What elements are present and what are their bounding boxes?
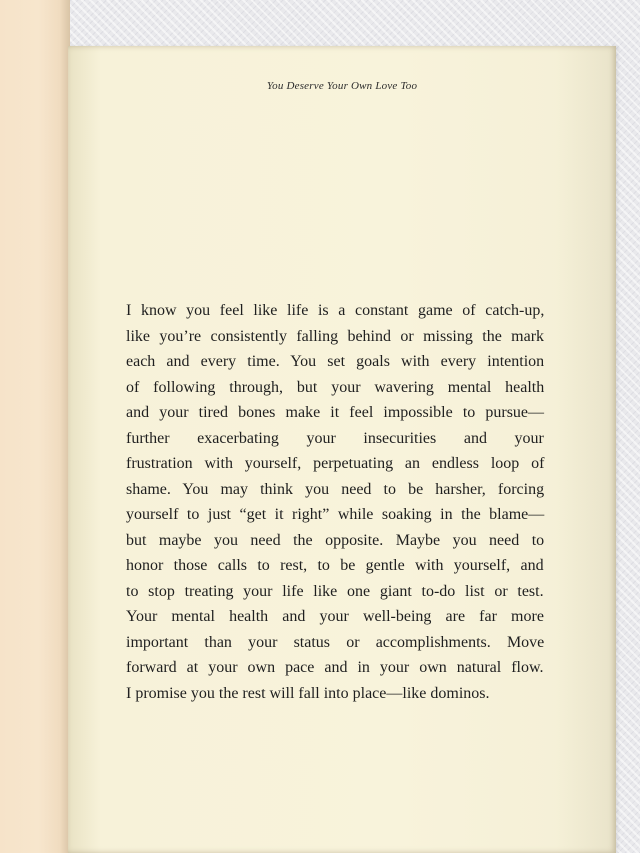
text-line: forward at your own pace and in your own natural flow. xyxy=(126,659,544,676)
text-line: Your mental health and your well-being are far more xyxy=(126,608,544,625)
text-line: frustration with yourself, perpetuating an endless loop of xyxy=(126,455,545,472)
text-line: yourself to just “get it right” while soaking in the blame— xyxy=(126,506,545,523)
text-line: important than your status or accomplishments. Move xyxy=(126,633,545,651)
page-shadow xyxy=(556,46,616,853)
book-page xyxy=(68,46,616,853)
text-line: of following through, but your wavering mental health xyxy=(126,378,545,396)
text-line: but maybe you need the opposite. Maybe you need to xyxy=(126,531,545,549)
text-line: further exacerbating your insecurities and your xyxy=(126,429,544,447)
running-head: You Deserve Your Own Love Too xyxy=(266,80,418,92)
text-line: honor those calls to rest, to be gentle with yourself, and xyxy=(126,557,544,574)
text-line: like you’re consistently falling behind or missing the mark xyxy=(126,327,545,345)
text-line: I promise you the rest will fall into place—like dominos. xyxy=(126,684,490,702)
text-line: and your tired bones make it feel impossible to pursue— xyxy=(126,404,545,421)
text-line: I know you feel like life is a constant game of catch-up, xyxy=(126,302,545,319)
text-line: to stop treating your life like one giant to-do list or test. xyxy=(126,582,544,600)
text-line: shame. You may think you need to be harsher, forcing xyxy=(126,480,545,498)
body-text xyxy=(126,298,544,706)
text-line: each and every time. You set goals with every intention xyxy=(126,353,545,370)
left-page-edge xyxy=(0,0,70,853)
